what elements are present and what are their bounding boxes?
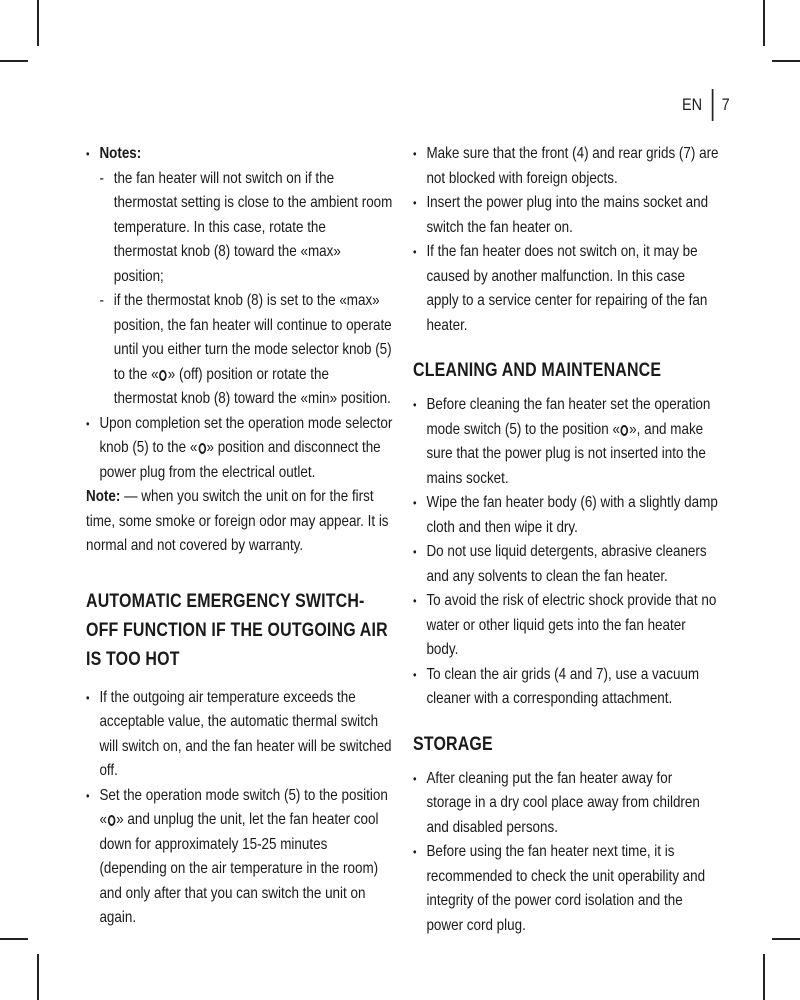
bullet-text: Before cleaning the fan heater set the operation mode switch (5) to the position « (426, 396, 711, 438)
bullet-text: » position and disconnect the power plug from the electrical outlet. (99, 439, 381, 481)
bullet-item (413, 589, 720, 663)
off-symbol-icon (159, 370, 167, 381)
note-text: — when you switch the unit on for the first time, some smoke or foreign odor may appear. It is normal and not covered by warranty. (86, 488, 389, 554)
crop-mark (37, 0, 39, 46)
language-code: EN (682, 95, 703, 114)
bullet-text: Upon completion set the operation mode selector knob (5) to the « (99, 414, 393, 456)
bullet-item (413, 191, 720, 240)
crop-mark (763, 0, 765, 46)
bullet-item (413, 663, 720, 712)
notes-label: Notes: (99, 145, 142, 162)
bullet-text: Wipe the fan heater body (6) with a slightly damp cloth and then wipe it dry. (426, 494, 718, 536)
note-dash-item (86, 167, 393, 290)
crop-mark (0, 60, 28, 62)
crop-mark (772, 60, 800, 62)
bullet-text: Insert the power plug into the mains socket and switch the fan heater on. (426, 194, 709, 236)
bullet-item (413, 767, 720, 841)
bullet-item (86, 412, 393, 486)
bullet-text: To avoid the risk of electric shock provide that no water or other liquid gets into the fan heater body. (426, 592, 717, 658)
note-dash-item (86, 289, 393, 412)
note-dash-text: the fan heater will not switch on if the thermostat setting is close to the ambient room temperature. In this case, rotate the thermostat knob (8) toward the «max» position; (113, 169, 393, 285)
bullet-item (413, 540, 720, 589)
header-divider (711, 89, 713, 121)
note-label: Note: (86, 488, 121, 505)
right-column (413, 142, 718, 938)
off-symbol-icon (108, 815, 116, 826)
section-heading-cleaning: CLEANING AND MAINTENANCE (413, 360, 662, 381)
bullet-item (413, 491, 720, 540)
bullet-text: After cleaning put the fan heater away for storage in a dry cool place away from children and disabled persons. (426, 769, 700, 836)
bullet-text: Do not use liquid detergents, abrasive cleaners and any solvents to clean the fan heater. (426, 543, 707, 585)
off-symbol-icon (621, 425, 629, 436)
bullet-text: If the fan heater does not switch on, it may be caused by another malfunction. In this case apply to a service center for repairing of the fan heater. (426, 243, 708, 334)
section-heading-emergency: AUTOMATIC EMERGENCY SWITCH-OFF FUNCTION IF THE OUTGOING AIR IS TOO HOT (86, 590, 388, 670)
bullet-item (413, 240, 720, 338)
left-column (86, 142, 391, 931)
notes-bullet (86, 142, 393, 167)
section-heading-storage: STORAGE (413, 733, 493, 755)
crop-mark (763, 954, 765, 1000)
off-symbol-icon (198, 443, 206, 454)
note-dash-text: » (off) position or rotate the thermostat knob (8) toward the «min» position. (113, 365, 391, 407)
page-number: 7 (721, 95, 730, 114)
bullet-text: Set the operation mode switch (5) to the position « (99, 786, 388, 828)
bullet-text: Make sure that the front (4) and rear grids (7) are not blocked with foreign objects. (426, 145, 719, 187)
crop-mark (772, 938, 800, 940)
warranty-note (86, 485, 393, 559)
page-header (682, 88, 730, 122)
bullet-item (86, 784, 393, 931)
bullet-item (413, 142, 720, 191)
bullet-text: Before using the fan heater next time, it is recommended to check the unit operability and integrity of the power cord isolation and the power cord plug. (426, 843, 706, 934)
bullet-text: If the outgoing air temperature exceeds the acceptable value, the automatic thermal switch will switch on, and the fan heater will be switched off. (99, 688, 392, 779)
bullet-text: To clean the air grids (4 and 7), use a vacuum cleaner with a corresponding attachment. (426, 665, 700, 707)
crop-mark (0, 938, 28, 940)
bullet-item (413, 840, 720, 938)
bullet-text: », and make sure that the power plug is not inserted into the mains socket. (426, 420, 706, 487)
note-dash-text: if the thermostat knob (8) is set to the «max» position, the fan heater will continue to operate until you either turn the mode selector knob (5) to the « (113, 292, 392, 383)
bullet-text: » and unplug the unit, let the fan heater cool down for approximately 15-25 minutes (depending on the air temperature in the room) and only after that you can switch the unit on again. (99, 811, 379, 926)
bullet-item (86, 686, 393, 784)
bullet-item (413, 393, 720, 491)
crop-mark (37, 954, 39, 1000)
